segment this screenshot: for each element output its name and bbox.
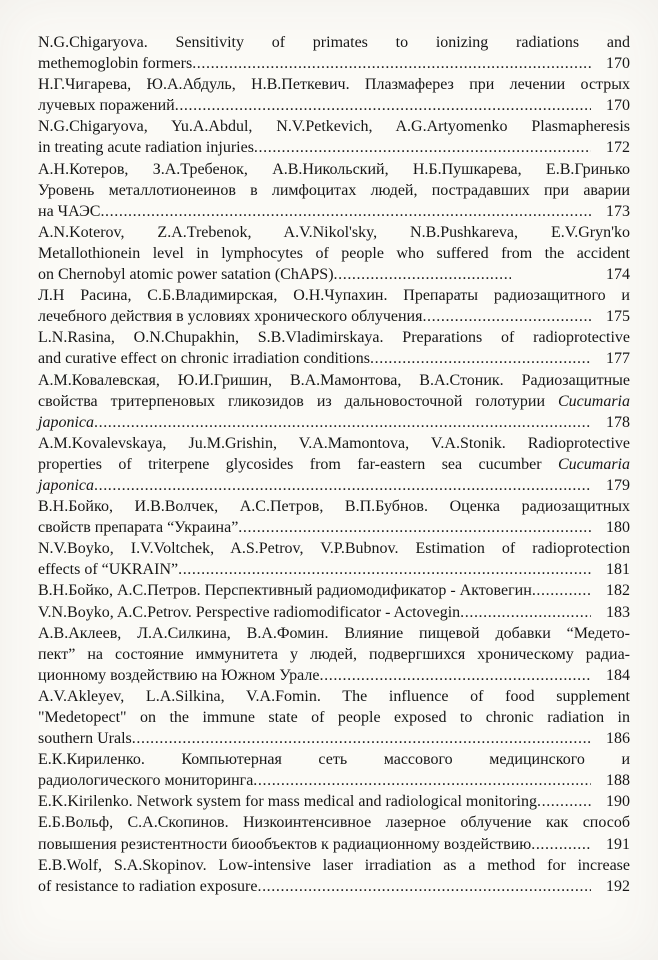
page-number: 184 bbox=[606, 666, 630, 684]
toc-entry-text: радиологического мониторинга bbox=[38, 772, 254, 790]
toc-entry bbox=[38, 686, 630, 749]
toc-entry-lastline bbox=[38, 580, 630, 601]
toc-entry-lastline bbox=[38, 517, 630, 538]
toc-entry-line: пект” на состояние иммунитета у людей, подвергшихся хроническому радиа- bbox=[38, 645, 630, 663]
toc-entry-line: N.V.Boyko, I.V.Voltchek, A.S.Petrov, V.P.Bubnov. Estimation of radioprotection bbox=[38, 540, 630, 558]
toc-entry-line: Metallothionein level in lymphocytes of people who suffered from the accident bbox=[38, 244, 630, 262]
dot-leader bbox=[253, 770, 591, 791]
toc-entry bbox=[38, 159, 630, 222]
toc-entry-lastline bbox=[38, 53, 630, 74]
toc-entry-line: А.Н.Котеров, З.А.Требенок, А.В.Никольский, Н.Б.Пушкарева, Е.В.Гринько bbox=[38, 160, 630, 178]
toc-list bbox=[38, 32, 630, 897]
dot-leader bbox=[320, 665, 591, 686]
toc-entry-lastline bbox=[38, 728, 630, 749]
toc-entry bbox=[38, 791, 630, 812]
page-number: 182 bbox=[606, 582, 630, 600]
dot-leader bbox=[175, 95, 591, 116]
toc-entry bbox=[38, 602, 630, 623]
toc-entry bbox=[38, 32, 630, 74]
toc-entry-lastline bbox=[38, 412, 630, 433]
toc-entry-lastline bbox=[38, 201, 630, 222]
toc-entry-line: "Medetopect" on the immune state of people exposed to chronic radiation in bbox=[38, 709, 630, 726]
dot-leader bbox=[178, 559, 591, 580]
page-number: 183 bbox=[606, 603, 630, 621]
toc-entry-text: V.N.Boyko, A.C.Petrov. Perspective radiomodificator - Actovegin bbox=[38, 603, 461, 621]
toc-entry-lastline bbox=[38, 559, 630, 580]
toc-entry-line: A.M.Kovalevskaya, Ju.M.Grishin, V.A.Mamontova, V.A.Stonik. Radioprotective bbox=[38, 434, 630, 452]
toc-entry bbox=[38, 370, 630, 433]
dot-leader bbox=[422, 306, 591, 327]
toc-entry bbox=[38, 855, 630, 897]
dot-leader bbox=[192, 53, 591, 74]
toc-entry-line: N.G.Chigaryova, Yu.A.Abdul, N.V.Petkevich, A.G.Artyomenko Plasmapheresis bbox=[38, 118, 630, 136]
toc-entry-text: В.Н.Бойко, А.С.Петров. Перспективный радиомодификатор - Актовегин bbox=[38, 582, 532, 600]
toc-entry-text: on Chernobyl atomic power satation (ChAPS) bbox=[38, 266, 334, 284]
toc-entry-text bbox=[38, 412, 94, 433]
dot-leader bbox=[238, 517, 591, 538]
page-number: 174 bbox=[606, 266, 630, 284]
toc-entry-text: на ЧАЭС bbox=[38, 202, 101, 220]
page-number: 170 bbox=[606, 55, 630, 73]
toc-entry-lastline bbox=[38, 770, 630, 791]
toc-entry-text: and curative effect on chronic irradiation conditions bbox=[38, 350, 371, 368]
page-number: 175 bbox=[606, 308, 630, 326]
toc-entry-line: В.Н.Бойко, И.В.Волчек, А.С.Петров, В.П.Бубнов. Оценка радиозащитных bbox=[38, 498, 630, 516]
page-number: 179 bbox=[606, 476, 630, 494]
page-number: 172 bbox=[606, 139, 630, 157]
toc-entry-line: A.N.Koterov, Z.A.Trebenok, A.V.Nikol'sky, N.B.Pushkareva, E.V.Gryn'ko bbox=[38, 223, 630, 241]
toc-entry-line: L.N.Rasina, O.N.Chupakhin, S.B.Vladimirskaya. Preparations of radioprotective bbox=[38, 329, 630, 347]
dot-leader bbox=[94, 412, 591, 433]
toc-entry-text: effects of “UKRAIN” bbox=[38, 561, 179, 579]
page-number: 181 bbox=[606, 561, 630, 579]
dot-leader bbox=[334, 264, 511, 285]
toc-entry-line: Уровень металлотионеинов в лимфоцитах людей, пострадавших при аварии bbox=[38, 181, 630, 199]
toc-entry-text: свойств препарата “Украина” bbox=[38, 519, 239, 537]
toc-entry-text: ционному воздействию на Южном Урале bbox=[38, 666, 320, 684]
dot-leader bbox=[370, 348, 591, 369]
italic-text: japonica bbox=[38, 413, 94, 431]
italic-text: Cucumaria bbox=[558, 392, 630, 410]
toc-entry bbox=[38, 496, 630, 538]
page-number: 180 bbox=[606, 519, 630, 537]
italic-text: Cucumaria bbox=[558, 455, 630, 473]
toc-entry-line: A.V.Akleyev, L.A.Silkina, V.A.Fomin. The influence of food supplement bbox=[38, 687, 630, 705]
toc-entry bbox=[38, 74, 630, 116]
toc-entry-lastline bbox=[38, 348, 630, 369]
toc-entry-lastline bbox=[38, 475, 630, 496]
toc-entry-lastline bbox=[38, 137, 630, 158]
toc-entry-lastline bbox=[38, 665, 630, 686]
toc-entry-text: E.K.Kirilenko. Network system for mass medical and radiological monitoring bbox=[38, 793, 537, 811]
toc-entry-text: in treating acute radiation injuries bbox=[38, 139, 254, 157]
toc-entry-line: Л.Н Расина, С.Б.Владимирская, О.Н.Чупахин. Препараты радиозащитного и bbox=[38, 287, 630, 305]
dot-leader bbox=[254, 137, 591, 158]
page-number: 177 bbox=[606, 350, 630, 368]
dot-leader bbox=[100, 201, 591, 222]
toc-entry-text: лечебного действия в условиях хронического облучения bbox=[38, 308, 423, 326]
toc-entry-line: Н.Г.Чигарева, Ю.А.Абдуль, Н.В.Петкевич. Плазмаферез при лечении острых bbox=[38, 76, 630, 94]
toc-entry-lastline bbox=[38, 95, 630, 116]
toc-entry-text: повышения резистентности биообъектов к радиационному воздействию bbox=[38, 835, 532, 853]
toc-entry bbox=[38, 116, 630, 158]
toc-entry-line: свойства тритерпеновых гликозидов из дальновосточной голотурии Cucumaria bbox=[38, 392, 630, 410]
dot-leader bbox=[94, 475, 591, 496]
page-number: 188 bbox=[606, 772, 630, 790]
toc-entry-lastline bbox=[38, 791, 630, 812]
page-number: 190 bbox=[606, 793, 630, 811]
toc-entry-text: southern Urals bbox=[38, 730, 132, 748]
italic-text: japonica bbox=[38, 476, 94, 494]
toc-entry-line: properties of triterpene glycosides from far-eastern sea cucumber Cucumaria bbox=[38, 455, 630, 473]
toc-entry-line: А.М.Ковалевская, Ю.И.Гришин, В.А.Мамонтова, В.А.Стоник. Радиозащитные bbox=[38, 371, 630, 389]
dot-leader bbox=[537, 791, 591, 812]
dot-leader bbox=[132, 728, 591, 749]
dot-leader bbox=[532, 580, 591, 601]
page-number: 186 bbox=[606, 730, 630, 748]
page-number: 191 bbox=[606, 835, 630, 853]
toc-entry-line: Е.Б.Вольф, С.А.Скопинов. Низкоинтенсивное лазерное облучение как способ bbox=[38, 814, 630, 832]
dot-leader bbox=[531, 834, 591, 855]
dot-leader bbox=[460, 602, 591, 623]
toc-entry-text: лучевых поражений bbox=[38, 97, 175, 115]
toc-entry-text: of resistance to radiation exposure bbox=[38, 877, 258, 895]
toc-entry-lastline bbox=[38, 876, 630, 897]
toc-entry bbox=[38, 623, 630, 686]
toc-entry bbox=[38, 433, 630, 496]
page-number: 173 bbox=[606, 202, 630, 220]
toc-entry-lastline bbox=[38, 306, 630, 327]
toc-entry bbox=[38, 580, 630, 601]
toc-entry-lastline bbox=[38, 264, 630, 285]
dot-leader bbox=[257, 876, 591, 897]
toc-entry-line: А.В.Аклеев, Л.А.Силкина, В.А.Фомин. Влияние пищевой добавки “Медето- bbox=[38, 624, 630, 642]
toc-entry bbox=[38, 327, 630, 369]
toc-entry bbox=[38, 749, 630, 791]
toc-entry bbox=[38, 812, 630, 854]
toc-entry-line: N.G.Chigaryova. Sensitivity of primates to ionizing radiations and bbox=[38, 34, 630, 51]
toc-entry-lastline bbox=[38, 602, 630, 623]
toc-entry-text: methemoglobin formers bbox=[38, 55, 193, 73]
toc-entry bbox=[38, 222, 630, 285]
toc-entry bbox=[38, 285, 630, 327]
toc-entry-line: Е.К.Кириленко. Компьютерная сеть массового медицинского и bbox=[38, 751, 630, 769]
page-number: 192 bbox=[606, 877, 630, 895]
page-number: 178 bbox=[606, 413, 630, 431]
toc-entry bbox=[38, 538, 630, 580]
page-number: 170 bbox=[606, 97, 630, 115]
toc-entry-text bbox=[38, 475, 94, 496]
toc-entry-line: E.B.Wolf, S.A.Skopinov. Low-intensive laser irradiation as a method for increase bbox=[38, 856, 630, 874]
toc-entry-lastline bbox=[38, 834, 630, 855]
